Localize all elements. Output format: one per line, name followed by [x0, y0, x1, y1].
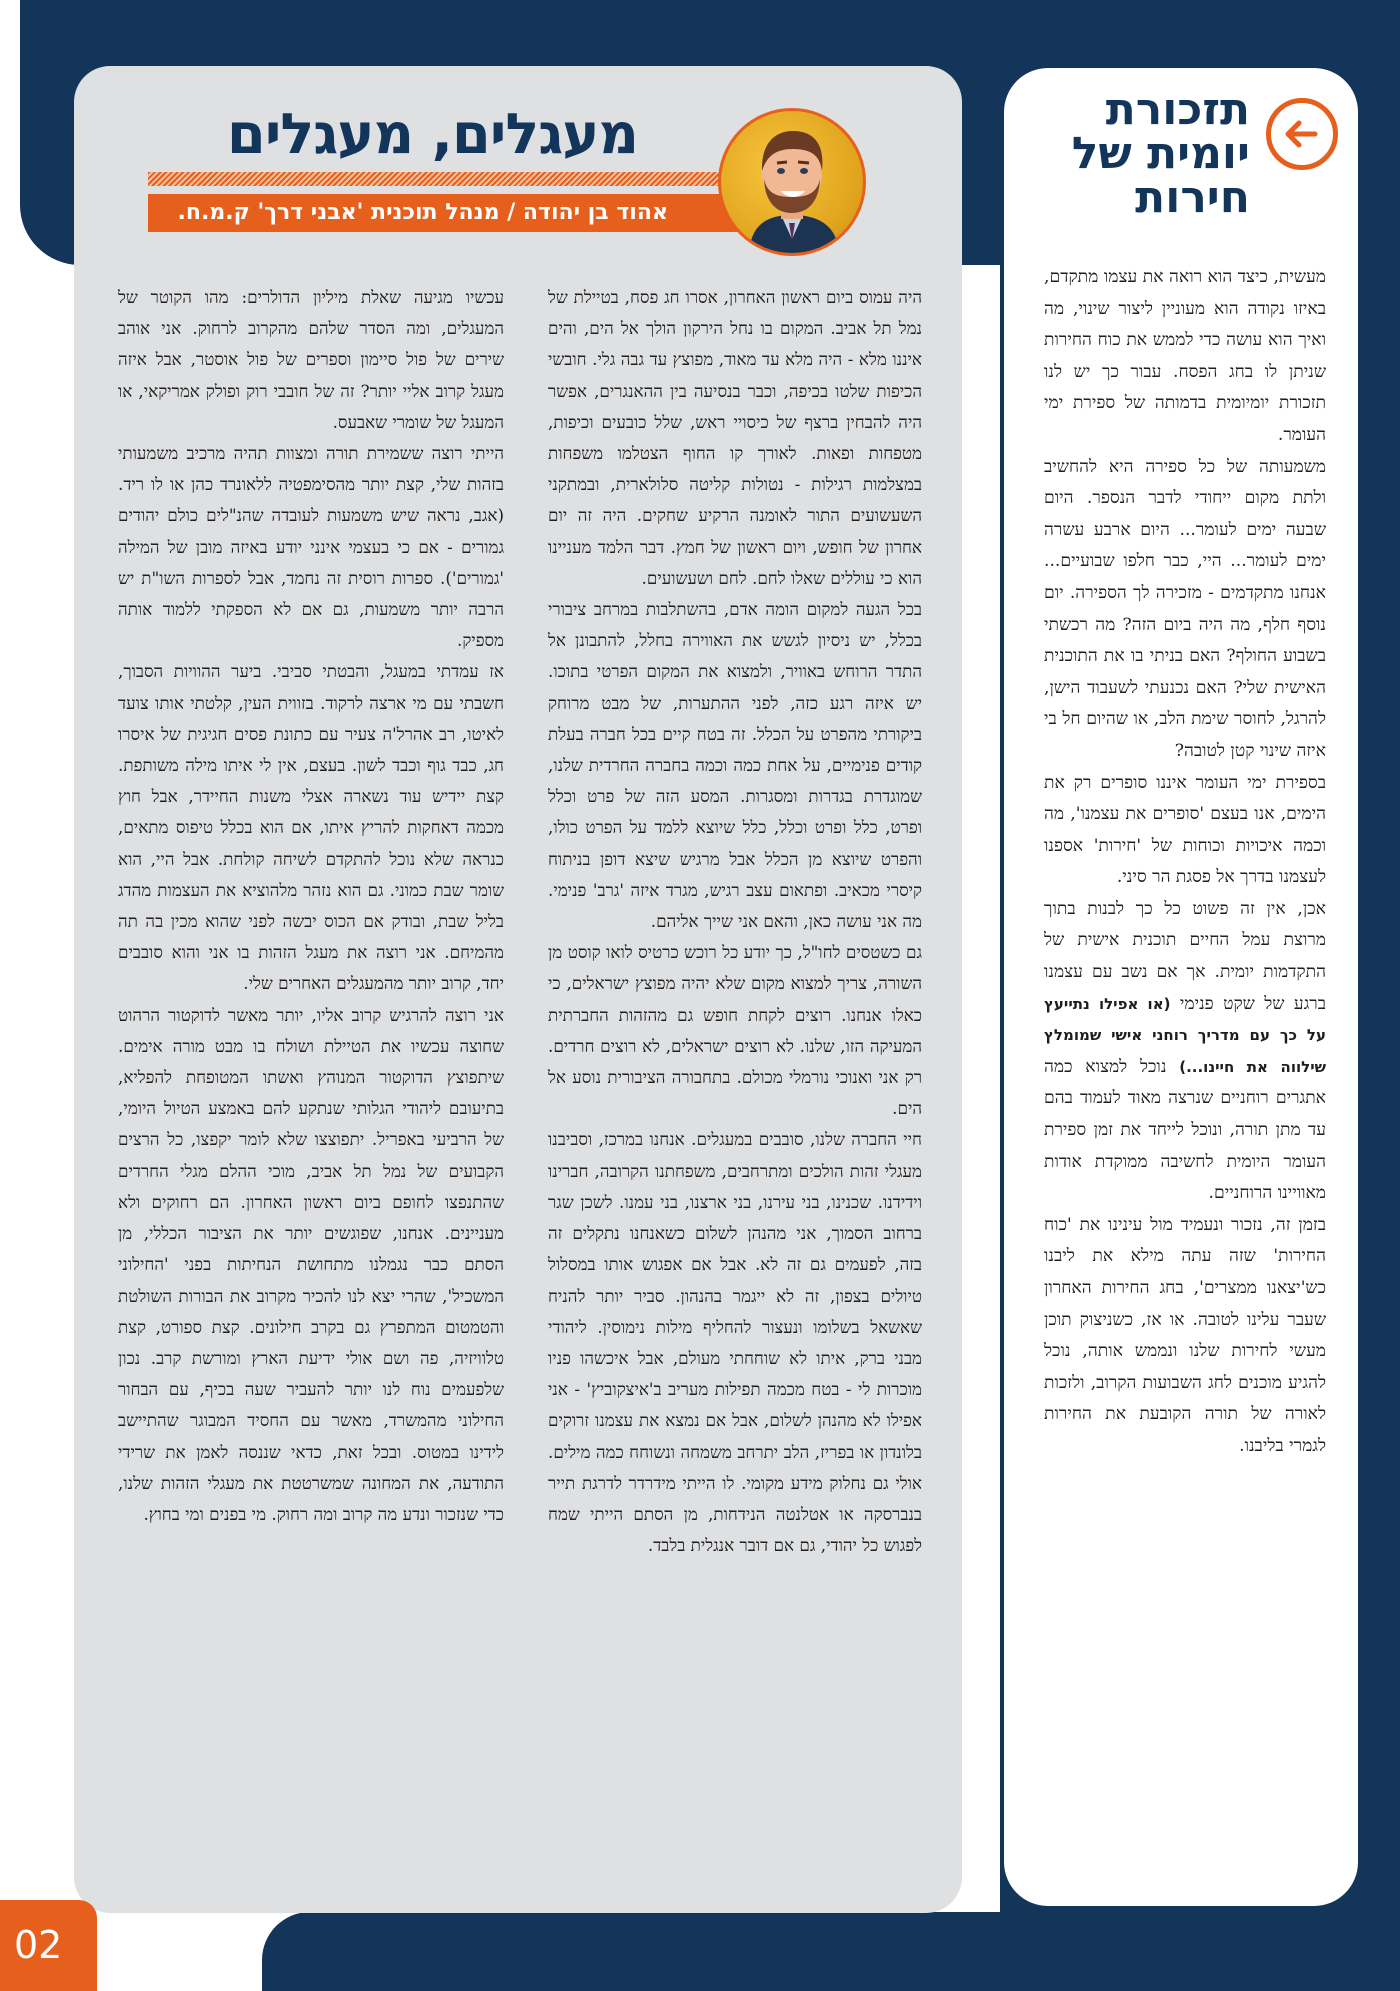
- author-byline: אהוד בן יהודה / מנהל תוכנית 'אבני דרך' ק.מ.ח.: [148, 194, 748, 232]
- arrow-left-circle-icon: [1266, 98, 1338, 170]
- sidebar-bold-run: (או אפילו נתייעץ על כך עם מדריך רוחני אישי שמומלץ שילווה את חיינו...): [1044, 994, 1326, 1076]
- article-paragraph: היה עמוס ביום ראשון האחרון, אסרו חג פסח, בטיילת של נמל תל אביב. המקום בו נחל הירקון הולך אל הים, והים איננו מלא - היה מלא עד מאוד, מפוצץ עד גבה גלי. חובשי הכיפות שלטו בכיפה, וכבר בנסיעה בין ההאנגרים, אפשר היה להבחין ברצף של כיסויי ראש, שלל כובעים וכיפות, מטפחות ופאות. לאורך קו החוף הצטלמו משפחות במצלמות רגילות - נטולות קליטה סלולארית, ובמתקני השעשועים התור לאומנה הרקיע שחקים. היה זה יום אחרון של חופש, ויום ראשון של חמץ. דבר הלמד מעניינו הוא כי עוללים שאלו לחם. לחם ושעשועים.: [548, 287, 922, 588]
- sidebar-paragraph: בספירת ימי העומר איננו סופרים רק את הימים, אנו בעצם 'סופרים את עצמנו', מה וכמה איכויות וכוחות של 'חירות' אספנו לעצמנו בדרך אל פסגת הר סיני.: [1044, 772, 1326, 888]
- sidebar-text-run: נוכל למצוא כמה אתגרים רוחניים שנרצה מאוד לעמוד בהם עד מתן תורה, ונוכל לייחד את זמן ספירת העומר היומית לחשיבה ממוקדת אודות מאוויינו הרוחניים.: [1044, 1056, 1326, 1204]
- article-column-left: [118, 282, 504, 1530]
- article-paragraph: בכל הגעה למקום הומה אדם, בהשתלבות במרחב ציבורי בכלל, יש ניסיון לגשש את האווירה בחלל, להתבונן אל התדר הרוחש באוויר, ולמצוא את המקום הפרטי בתוכו. יש איזה רגע כזה, לפני ההתערות, של מבט מרוחק ביקורתי מהפרט על הכלל. זה בטח קיים בכל חברה בעלת קודים פנימיים, על אחת כמה וכמה בחברה החרדית שלנו, שמוגדרת בגדרות ומסגרות. המסע הזה של פרט וכלל ופרט, כלל ופרט וכלל, כלל שיוצא ללמד על הפרט כולו, והפרט שיוצא מן הכלל אבל מרגיש שיצא דופן בניתוח קיסרי מכאיב. ופתאום עצב רגיש, מגרד איזה 'גרב' פנימי. מה אני עושה כאן, והאם אני שייך אליהם.: [548, 599, 922, 932]
- article-column-right: [548, 282, 922, 1561]
- sidebar-title: [1040, 84, 1250, 223]
- page-number: 02: [0, 1900, 97, 1991]
- author-portrait-illustration: [721, 111, 863, 253]
- sidebar-title-line: יומית של: [1071, 128, 1250, 179]
- author-avatar: [718, 108, 866, 256]
- article-paragraph: הייתי רוצה ששמירת תורה ומצוות תהיה מרכיב משמעותי בזהות שלי, קצת יותר מהסימפטיה ללאונרד כהן או לו ריד. (אגב, נראה שיש משמעות לעובדה שהנ"לים כולם יהודים גמורים - אם כי בעצמי אינני יודע באיזה מובן של המילה 'גמורים'). ספרות רוסית זה נחמד, אבל לספרות השו"ת יש הרבה יותר משמעות, גם אם לא הספקתי ללמוד אותה מספיק.: [118, 443, 504, 651]
- sidebar-paragraph: [1044, 894, 1326, 1210]
- sidebar-paragraph: מעשית, כיצד הוא רואה את עצמו מתקדם, באיזו נקודה הוא מעוניין ליצור שינוי, מה ואיך הוא עושה כדי לממש את כוח החירות שניתן לו בחג הפסח. עבור כך יש לנו תזכורת יומיומית בדמותה של ספירת ימי העומר.: [1044, 267, 1326, 445]
- background-navy-bottom: [262, 1912, 1400, 1991]
- decorative-hatch-divider: [148, 172, 738, 186]
- sidebar-text-run: אכן, אין זה פשוט כל כך לבנות בתוך מרוצת עמל החיים תוכנית אישית של התקדמות יומית. אך אם נשב עם עצמנו ברגע של שקט פנימי: [1044, 898, 1326, 1014]
- article-paragraph: אז עמדתי במעגל, והבטתי סביבי. ביער ההוויות הסבוך, חשבתי עם מי ארצה לרקוד. בזווית העין, קלטתי אותו צועד לאיטו, רב אהרל'ה צעיר עם כתונת פסים חגיגית של איסרו חג, כבד גוף וכבד לשון. בעצם, אין לי איתו מילה משותפת. קצת יידיש עוד נשארה אצלי משנות החיידר, אבל חוץ מכמה דאחקות להריץ איתו, אם הוא בכלל טיפוס מתאים, כנראה שלא נוכל להתקדם לשיחה קולחת. אבל היי, הוא שומר שבת כמוני. גם הוא נזהר מלהוציא את העצמות מהדג בליל שבת, ובודק אם הכוס יבשה לפני שהוא מכין בה תה מהמיחם. אני רוצה את מעגל הזהות בו אני והוא סובבים יחד, קרוב יותר מהמעגלים האחרים שלי.: [118, 661, 504, 994]
- sidebar-title-line: חירות: [1135, 172, 1250, 223]
- article-paragraph: חיי החברה שלנו, סובבים במעגלים. אנחנו במרכז, וסביבנו מעגלי זהות הולכים ומתרחבים, משפחתנו הקרובה, חברינו וידידנו. שכנינו, בני עירנו, בני ארצנו, בני עמנו. לשכן שגר ברחוב הסמוך, אני מהנהן לשלום כשאנחנו נתקלים זה בזה, לפעמים גם זה לא. אבל אם אפגוש אותו במסלול טיולים בצפון, זה לא ייגמר בהנהון. סביר יותר להניח שאשאל בשלומו ונעצור להחליף מילות נימוסין. ליהודי מבני ברק, איתו לא שוחחתי מעולם, אבל איכשהו פניו מוכרות לי - בטח מכמה תפילות מעריב ב'איצקוביץ' - אני אפילו לא מהנהן לשלום, אבל אם נמצא את עצמנו זרוקים בלונדון או בפריז, הלב יתרחב משמחה ונשוחח כמה מילים. אולי גם נחלוק מידע מקומי. לו הייתי מידרדר לדרגת תייר בנברסקה או אטלנטה הנידחות, מן הסתם הייתי שמח לפגוש כל יהודי, גם אם דובר אנגלית בלבד.: [548, 1129, 922, 1556]
- article-title: מעגלים, מעגלים: [226, 102, 639, 167]
- sidebar-paragraph: משמעותה של כל ספירה היא להחשיב ולתת מקום ייחודי לדבר הנספר. היום שבעה ימים לעומר... היום ארבע עשרה ימים לעומר... היי, כבר חלפו שבועיים... אנחנו מתקדמים - מזכירה לך הספירה. יום נוסף חלף, מה היה ביום הזה? מה רכשתי בשבוע החולף? האם בניתי בו את התוכנית האישית שלי? האם נכנעתי לשעבוד הישן, להרגל, לחוסר שימת הלב, או שהיום חל בי איזה שינוי קטן לטובה?: [1044, 456, 1326, 761]
- article-paragraph: אני רוצה להרגיש קרוב אליו, יותר מאשר לדוקטור הרהוט שחוצה עכשיו את הטיילת ושולח בו מבט מורה אימים. שיתפוצץ הדוקטור המנוהץ ואשתו המטופחת להפליא, בתיעובם ליהודי הגלותי שנתקע להם באמצע הטיול היומי, של הרביעי באפריל. יתפוצצו שלא לומר יקפצו, כל הרצים הקבועים של נמל תל אביב, מוכי ההלם מגלי החרדים שהתנפצו לחופם ביום ראשון האחרון. הם רחוקים ולא מעניינים. אנחנו, שפוגשים יותר את הציבור הכללי, מן הסתם כבר נגמלנו מתחושת הנחיתות בפני 'החילוני המשכיל', שהרי יצא לנו להכיר מקרוב את הבורות השולטת והטמטום המתפרץ גם בקרב חילונים. קצת ספורט, קצת טלוויזיה, פה ושם אולי ידיעת הארץ ומורשת קרב. נכון שלפעמים נוח לנו יותר להעביר שעה בכיף, עם הבחור החילוני מהמשרד, מאשר עם החסיד המבוגר שהתיישב לידינו במטוס. ובכל זאת, כדאי שננסה לאמן את שרידי התודעה, את המחונה שמשרטטת את מעגלי הזהות שלנו, כדי שנזכור ונדע מה קרוב ומה רחוק. מי בפנים ומי בחוץ.: [118, 1004, 504, 1524]
- sidebar-title-line: תזכורת: [1105, 84, 1250, 135]
- article-paragraph: גם כשטסים לחו"ל, כך יודע כל רוכש כרטיס לואו קוסט מן השורה, צריך למצוא מקום שלא יהיה מפוצץ ישראלים, כי כאלו אנחנו. רוצים לקחת חופש גם מהזהות החברתית המעיקה הזו, שלנו. לא רוצים ישראלים, לא רוצים חרדים. רק אני ואנוכי נורמלי מכולם. בתחבורה הציבורית נוסע אל הים.: [548, 942, 922, 1119]
- sidebar-text: [1044, 262, 1326, 1463]
- sidebar-paragraph: בזמן זה, נזכור ונעמיד מול עינינו את 'כוח החירות' שזה עתה מילא את ליבנו כש'יצאנו ממצרים', בחג החירות האחרון שעבר עלינו לטובה. או אז, כשניצוק תוכן מעשי לחירות שלנו ונממש אותה, נוכל להגיע מוכנים לחג השבועות הקרוב, ולזכות לאורה של תורה הקובעת את החירות לגמרי בליבנו.: [1044, 1214, 1326, 1456]
- article-paragraph: עכשיו מגיעה שאלת מיליון הדולרים: מהו הקוטר של המעגלים, ומה הסדר שלהם מהקרוב לרחוק. אני אוהב שירים של פול סיימון וספרים של פול אוסטר, אבל איזה מעגל קרוב אליי יותר? זה של חובבי רוק ופולק אמריקאי, או המעגל של שומרי שאבעס.: [118, 287, 504, 432]
